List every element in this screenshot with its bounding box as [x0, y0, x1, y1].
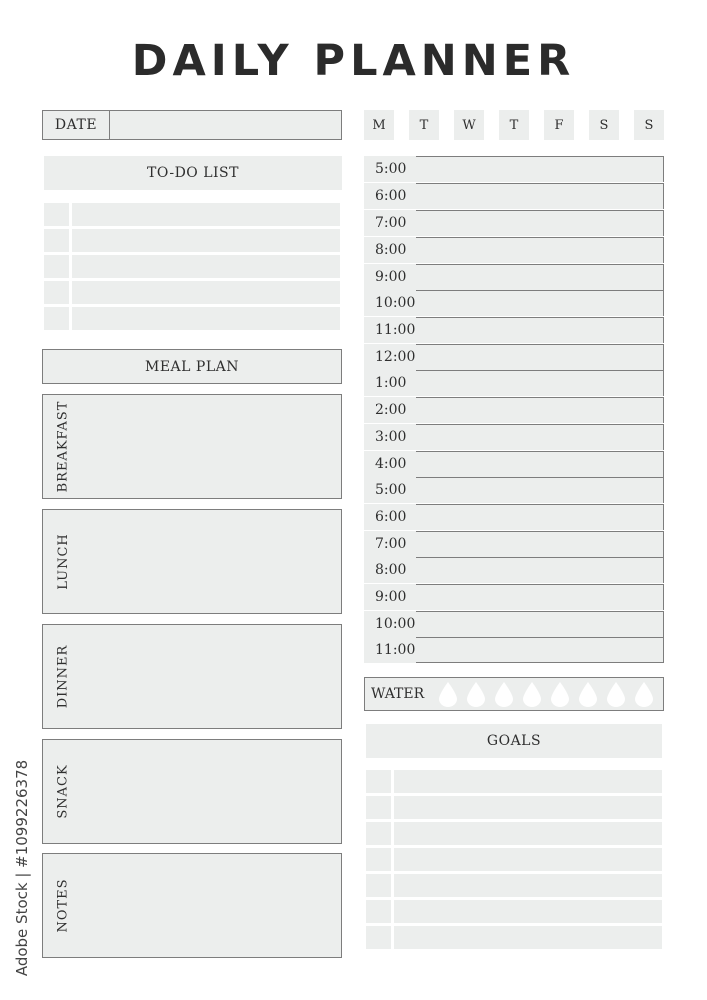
time-label: 6:00 — [364, 504, 416, 530]
date-label: DATE — [43, 111, 110, 139]
goal-row[interactable] — [366, 796, 662, 819]
schedule-row[interactable] — [364, 477, 664, 503]
water-drops — [437, 681, 655, 707]
day-wednesday[interactable]: W — [454, 110, 484, 140]
time-label: 11:00 — [364, 317, 416, 343]
schedule-row[interactable] — [364, 317, 664, 343]
water-drop-icon[interactable] — [577, 681, 599, 707]
goal-row[interactable] — [366, 900, 662, 923]
schedule-row[interactable] — [364, 237, 664, 263]
goal-checkbox[interactable] — [366, 874, 394, 897]
time-slot[interactable] — [416, 370, 664, 396]
water-drop-icon[interactable] — [521, 681, 543, 707]
stock-id-watermark — [12, 752, 32, 984]
time-label: 5:00 — [364, 477, 416, 503]
page-title: DAILY PLANNER — [131, 36, 576, 86]
time-slot[interactable] — [416, 183, 664, 209]
goal-row[interactable] — [366, 874, 662, 897]
goal-checkbox[interactable] — [366, 822, 394, 845]
day-tuesday[interactable]: T — [409, 110, 439, 140]
goal-checkbox[interactable] — [366, 796, 394, 819]
time-label: 2:00 — [364, 397, 416, 423]
schedule-row[interactable] — [364, 531, 664, 557]
meal-plan-heading: MEAL PLAN — [42, 349, 342, 384]
todo-row[interactable] — [44, 229, 340, 252]
time-slot[interactable] — [416, 290, 664, 316]
time-slot[interactable] — [416, 156, 664, 182]
goal-checkbox[interactable] — [366, 926, 394, 949]
schedule-row[interactable] — [364, 183, 664, 209]
time-slot[interactable] — [416, 397, 664, 423]
todo-row[interactable] — [44, 203, 340, 226]
dinner-box[interactable] — [42, 624, 342, 729]
todo-checkbox[interactable] — [44, 307, 72, 330]
schedule-row[interactable] — [364, 210, 664, 236]
schedule-row[interactable] — [364, 611, 664, 637]
time-slot[interactable] — [416, 504, 664, 530]
water-drop-icon[interactable] — [465, 681, 487, 707]
breakfast-label: BREAKFAST — [55, 400, 71, 493]
water-drop-icon[interactable] — [549, 681, 571, 707]
time-label: 3:00 — [364, 424, 416, 450]
goal-checkbox[interactable] — [366, 848, 394, 871]
schedule-row[interactable] — [364, 370, 664, 396]
time-label: 6:00 — [364, 183, 416, 209]
dinner-label: DINNER — [55, 644, 71, 709]
schedule-row[interactable] — [364, 264, 664, 290]
time-slot[interactable] — [416, 637, 664, 663]
time-label: 1:00 — [364, 370, 416, 396]
time-slot[interactable] — [416, 317, 664, 343]
time-slot[interactable] — [416, 344, 664, 370]
time-slot[interactable] — [416, 264, 664, 290]
goal-row[interactable] — [366, 770, 662, 793]
goal-row[interactable] — [366, 926, 662, 949]
water-drop-icon[interactable] — [437, 681, 459, 707]
time-label: 9:00 — [364, 584, 416, 610]
time-slot[interactable] — [416, 237, 664, 263]
schedule-row[interactable] — [364, 557, 664, 583]
schedule-row[interactable] — [364, 504, 664, 530]
time-label: 9:00 — [364, 264, 416, 290]
snack-label: SNACK — [55, 764, 71, 819]
day-thursday[interactable]: T — [499, 110, 529, 140]
goal-row[interactable] — [366, 848, 662, 871]
water-tracker — [364, 677, 664, 711]
todo-checkbox[interactable] — [44, 229, 72, 252]
todo-list — [44, 203, 340, 330]
schedule-row[interactable] — [364, 290, 664, 316]
todo-checkbox[interactable] — [44, 281, 72, 304]
time-label: 10:00 — [364, 611, 416, 637]
day-sunday[interactable]: S — [634, 110, 664, 140]
lunch-label: LUNCH — [55, 533, 71, 590]
schedule-row[interactable] — [364, 424, 664, 450]
time-slot[interactable] — [416, 557, 664, 583]
water-drop-icon[interactable] — [605, 681, 627, 707]
day-friday[interactable]: F — [544, 110, 574, 140]
goal-checkbox[interactable] — [366, 900, 394, 923]
water-label: WATER — [371, 686, 425, 702]
time-slot[interactable] — [416, 611, 664, 637]
breakfast-box[interactable] — [42, 394, 342, 499]
time-label: 8:00 — [364, 237, 416, 263]
notes-box[interactable] — [42, 853, 342, 958]
hourly-schedule — [364, 156, 664, 664]
todo-row[interactable] — [44, 307, 340, 330]
goal-row[interactable] — [366, 822, 662, 845]
weekday-selector — [364, 110, 664, 140]
goals-list — [366, 770, 662, 949]
time-label: 10:00 — [364, 290, 416, 316]
todo-row[interactable] — [44, 281, 340, 304]
schedule-row[interactable] — [364, 397, 664, 423]
schedule-row[interactable] — [364, 156, 664, 182]
time-label: 7:00 — [364, 531, 416, 557]
water-drop-icon[interactable] — [633, 681, 655, 707]
schedule-row[interactable] — [364, 637, 664, 663]
schedule-row[interactable] — [364, 344, 664, 370]
time-label: 5:00 — [364, 156, 416, 182]
time-label: 8:00 — [364, 557, 416, 583]
stock-id-text: Adobe Stock | #1099226378 — [13, 759, 31, 977]
schedule-row[interactable] — [364, 584, 664, 610]
time-slot[interactable] — [416, 477, 664, 503]
time-label: 11:00 — [364, 637, 416, 663]
time-slot[interactable] — [416, 424, 664, 450]
todo-row[interactable] — [44, 255, 340, 278]
goal-checkbox[interactable] — [366, 770, 394, 793]
day-saturday[interactable]: S — [589, 110, 619, 140]
todo-heading: TO-DO LIST — [44, 156, 342, 190]
time-slot[interactable] — [416, 451, 664, 477]
water-drop-icon[interactable] — [493, 681, 515, 707]
time-slot[interactable] — [416, 210, 664, 236]
lunch-box[interactable] — [42, 509, 342, 614]
time-label: 7:00 — [364, 210, 416, 236]
time-slot[interactable] — [416, 584, 664, 610]
notes-label: NOTES — [55, 878, 71, 933]
todo-checkbox[interactable] — [44, 203, 72, 226]
schedule-row[interactable] — [364, 451, 664, 477]
time-slot[interactable] — [416, 531, 664, 557]
time-label: 4:00 — [364, 451, 416, 477]
snack-box[interactable] — [42, 739, 342, 844]
date-field[interactable] — [42, 110, 342, 140]
todo-checkbox[interactable] — [44, 255, 72, 278]
goals-heading: GOALS — [366, 724, 662, 758]
time-label: 12:00 — [364, 344, 416, 370]
day-monday[interactable]: M — [364, 110, 394, 140]
